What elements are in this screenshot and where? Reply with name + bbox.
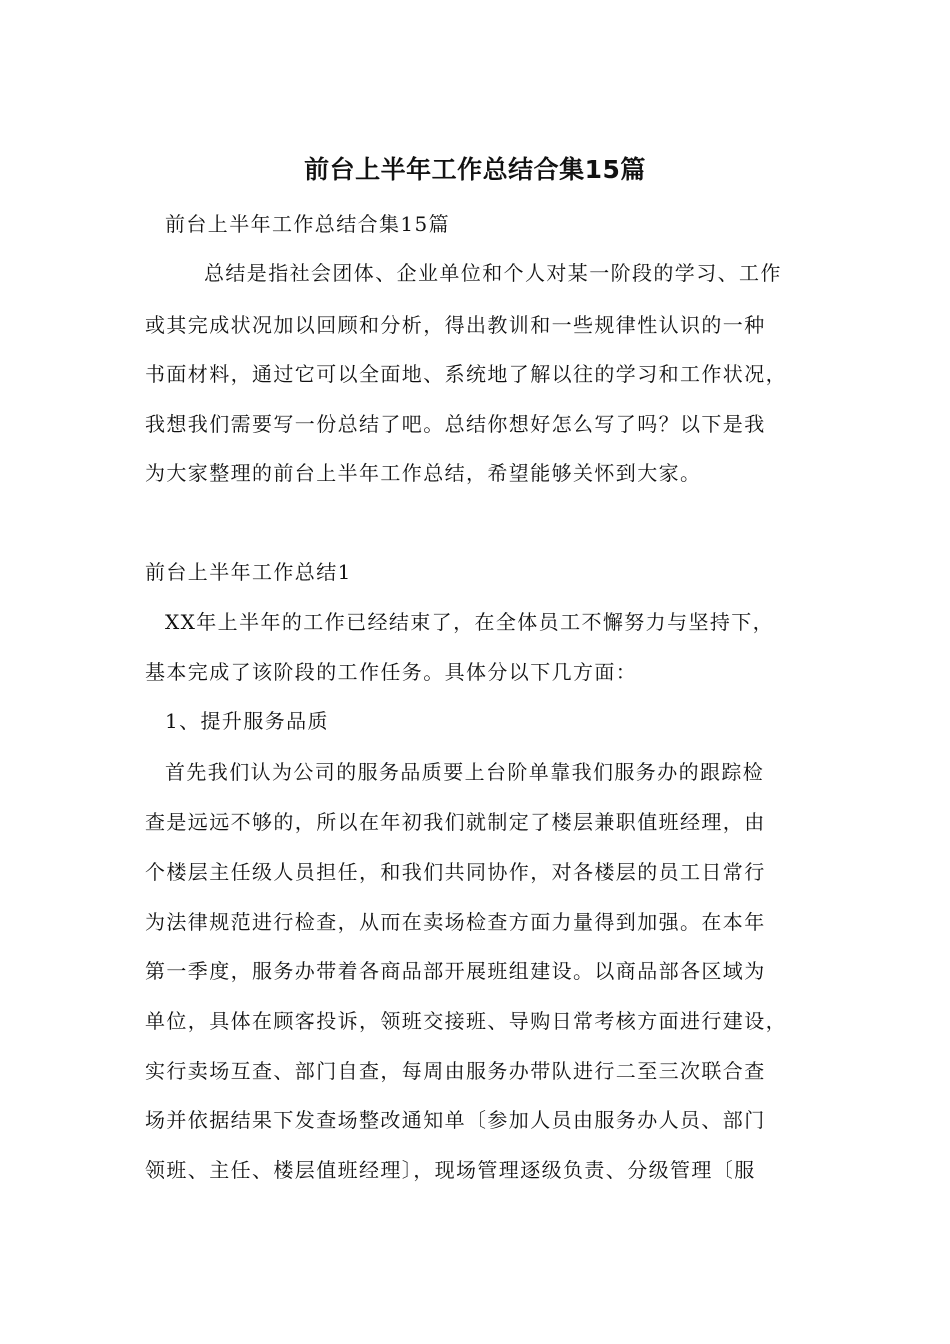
subsection-line-2: 查是远远不够的，所以在年初我们就制定了楼层兼职值班经理，由 (145, 810, 766, 834)
intro-line-4: 我想我们需要写一份总结了吧。总结你想好怎么写了吗？以下是我 (145, 412, 766, 436)
subsection-line-6: 单位，具体在顾客投诉，领班交接班、导购日常考核方面进行建设， (145, 1009, 787, 1033)
section-heading: 前台上半年工作总结1 (145, 560, 352, 584)
subsection-line-7: 实行卖场互查、部门自查，每周由服务办带队进行二至三次联合查 (145, 1059, 766, 1083)
intro-line-1: 总结是指社会团体、企业单位和个人对某一阶段的学习、工作 (204, 261, 782, 285)
document-subtitle: 前台上半年工作总结合集15篇 (165, 212, 451, 236)
subsection-line-8: 场并依据结果下发查场整改通知单〔参加人员由服务办人员、部门 (145, 1108, 766, 1132)
intro-line-2: 或其完成状况加以回顾和分析，得出教训和一些规律性认识的一种 (145, 313, 766, 337)
section-intro-line-1: XX年上半年的工作已经结束了，在全体员工不懈努力与坚持下， (165, 610, 775, 634)
intro-line-5: 为大家整理的前台上半年工作总结，希望能够关怀到大家。 (145, 461, 702, 485)
subsection-heading: 1、提升服务品质 (165, 709, 329, 733)
subsection-line-9: 领班、主任、楼层值班经理〕，现场管理逐级负责、分级管理〔服 (145, 1158, 756, 1182)
subsection-line-5: 第一季度，服务办带着各商品部开展班组建设。以商品部各区域为 (145, 959, 766, 983)
subsection-line-4: 为法律规范进行检查，从而在卖场检查方面力量得到加强。在本年 (145, 910, 766, 934)
subsection-line-3: 个楼层主任级人员担任，和我们共同协作，对各楼层的员工日常行 (145, 860, 766, 884)
section-intro-line-2: 基本完成了该阶段的工作任务。具体分以下几方面： (145, 660, 638, 684)
document-title: 前台上半年工作总结合集15篇 (304, 155, 646, 184)
subsection-line-1: 首先我们认为公司的服务品质要上台阶单靠我们服务办的跟踪检 (165, 760, 765, 784)
intro-line-3: 书面材料，通过它可以全面地、系统地了解以往的学习和工作状况， (145, 362, 787, 386)
